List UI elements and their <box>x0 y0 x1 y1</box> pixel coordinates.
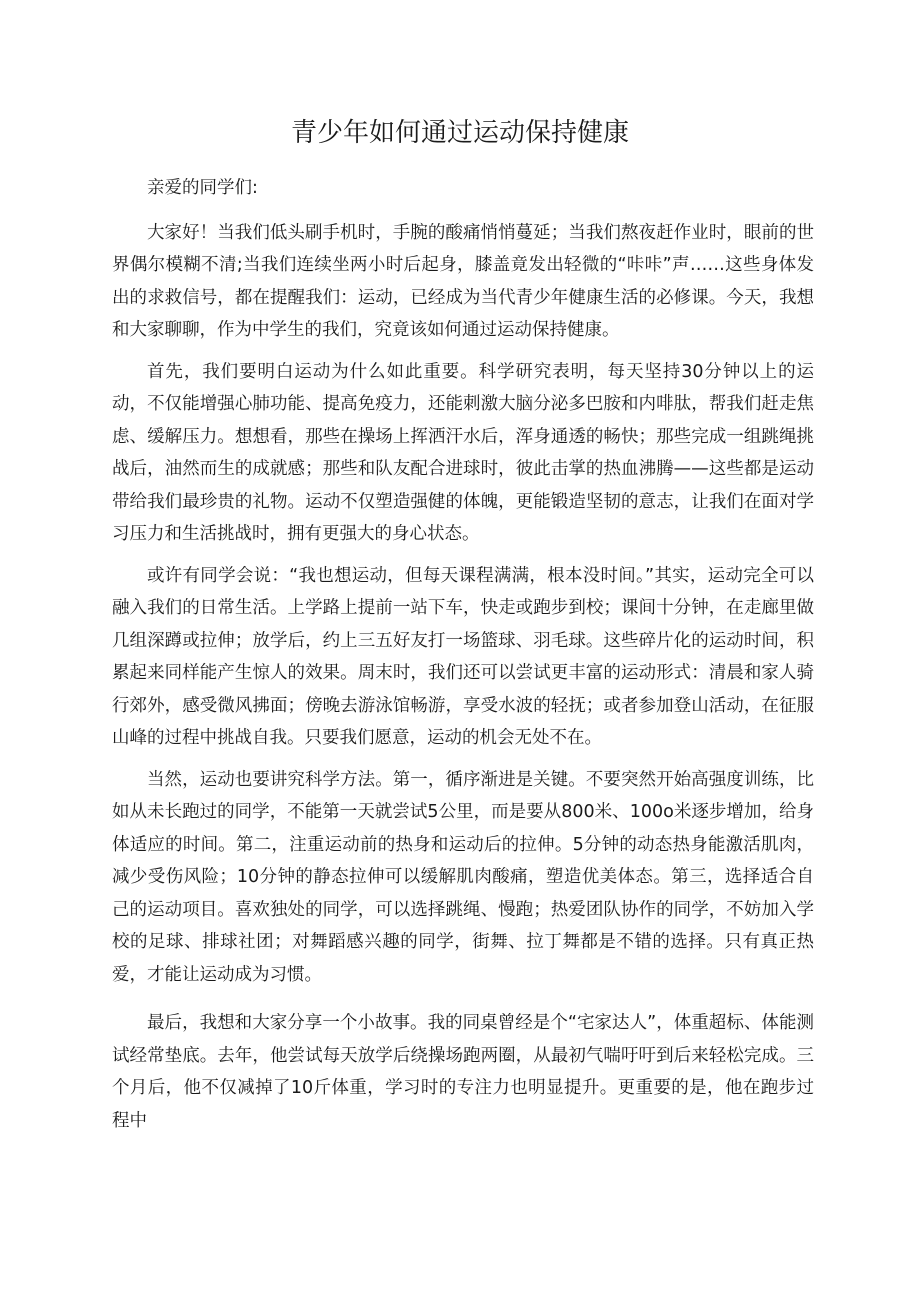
paragraph-daily-life: 或许有同学会说：“我也想运动，但每天课程满满，根本没时间。”其实，运动完全可以融入我们的日常生活。上学路上提前一站下车，快走或跑步到校；课间十分钟，在走廊里做几组深蹲或拉伸；放学后，约上三五好友打一场篮球、羽毛球。这些碎片化的运动时间，积累起来同样能产生惊人的效果。周末时，我们还可以尝试更丰富的运动形式：清晨和家人骑行郊外，感受微风拂面；傍晚去游泳馆畅游，享受水波的轻抚；或者参加登山活动，在征服山峰的过程中挑战自我。只要我们愿意，运动的机会无处不在。 <box>112 565 814 748</box>
paragraph-story: 最后，我想和大家分享一个小故事。我的同桌曾经是个“宅家达人”，体重超标、体能测试经常垫底。去年，他尝试每天放学后绕操场跑两圈，从最初气喘吁吁到后来轻松完成。三个月后，他不仅减掉了10斤体重，学习时的专注力也明显提升。更重要的是，他在跑步过程中 <box>112 1013 814 1131</box>
salutation: 亲爱的同学们: <box>147 178 258 198</box>
paragraph-importance: 首先，我们要明白运动为什么如此重要。科学研究表明，每天坚持30分钟以上的运动，不仅能增强心肺功能、提高免疫力，还能刺激大脑分泌多巴胺和内啡肽，帮我们赶走焦虑、缓解压力。想想看，那些在操场上挥洒汗水后，浑身通透的畅快；那些完成一组跳绳挑战后，油然而生的成就感；那些和队友配合进球时，彼此击掌的热血沸腾——这些都是运动带给我们最珍贵的礼物。运动不仅塑造强健的体魄，更能锻造坚韧的意志，让我们在面对学习压力和生活挑战时，拥有更强大的身心状态。 <box>112 361 814 544</box>
document-title: 青少年如何通过运动保持健康 <box>290 118 629 148</box>
paragraph-intro: 大家好！当我们低头刷手机时，手腕的酸痛悄悄蔓延；当我们熬夜赶作业时，眼前的世界偶尔模糊不清;当我们连续坐两小时后起身，膝盖竟发出轻微的“咔咔”声……这些身体发出的求救信号，都在提醒我们：运动，已经成为当代青少年健康生活的必修课。今天，我想和大家聊聊，作为中学生的我们，究竟该如何通过运动保持健康。 <box>112 222 814 340</box>
paragraph-scientific-method: 当然，运动也要讲究科学方法。第一，循序渐进是关键。不要突然开始高强度训练，比如从未长跑过的同学，不能第一天就尝试5公里，而是要从800米、100o米逐步增加，给身体适应的时间。第二，注重运动前的热身和运动后的拉伸。5分钟的动态热身能激活肌肉，减少受伤风险；10分钟的静态拉伸可以缓解肌肉酸痛，塑造优美体态。第三，选择适合自己的运动项目。喜欢独处的同学，可以选择跳绳、慢跑；热爱团队协作的同学，不妨加入学校的足球、排球社团；对舞蹈感兴趣的同学，街舞、拉丁舞都是不错的选择。只有真正热爱，才能让运动成为习惯。 <box>112 769 814 985</box>
document-body <box>112 172 814 1146</box>
